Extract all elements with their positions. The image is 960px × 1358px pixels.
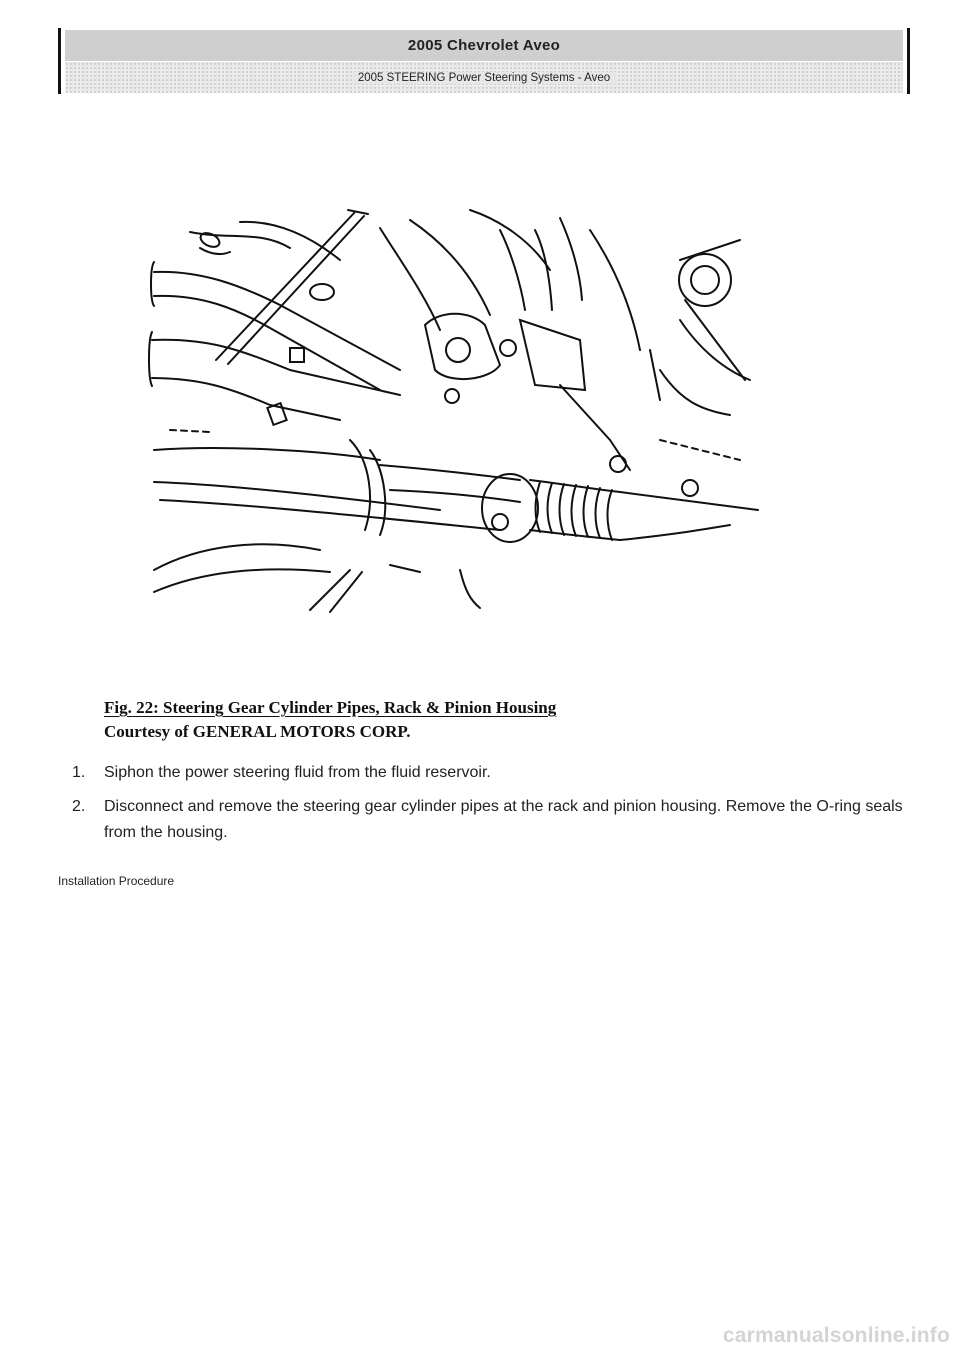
step-text: Disconnect and remove the steering gear cylinder pipes at the rack and pinion housing. Remove the O-ring seals from the housing. bbox=[104, 798, 903, 841]
section-heading: Installation Procedure bbox=[58, 874, 175, 888]
step-number: 2. bbox=[72, 798, 86, 815]
page-header bbox=[58, 28, 910, 94]
removal-steps bbox=[60, 760, 920, 854]
watermark: carmanualsonline.info bbox=[722, 1324, 950, 1347]
steering-gear-illustration bbox=[140, 200, 760, 630]
header-title: 2005 Chevrolet Aveo bbox=[65, 30, 903, 61]
list-item bbox=[60, 760, 920, 786]
header-subtitle: 2005 STEERING Power Steering Systems - Aveo bbox=[352, 72, 616, 84]
figure-caption: Fig. 22: Steering Gear Cylinder Pipes, Rack & Pinion Housing bbox=[104, 698, 557, 717]
step-number: 1. bbox=[72, 764, 86, 781]
figure-credit: Courtesy of GENERAL MOTORS CORP. bbox=[104, 722, 411, 741]
list-item bbox=[60, 794, 920, 846]
header-subtitle-bar bbox=[65, 62, 903, 93]
step-text: Siphon the power steering fluid from the fluid reservoir. bbox=[104, 764, 491, 781]
